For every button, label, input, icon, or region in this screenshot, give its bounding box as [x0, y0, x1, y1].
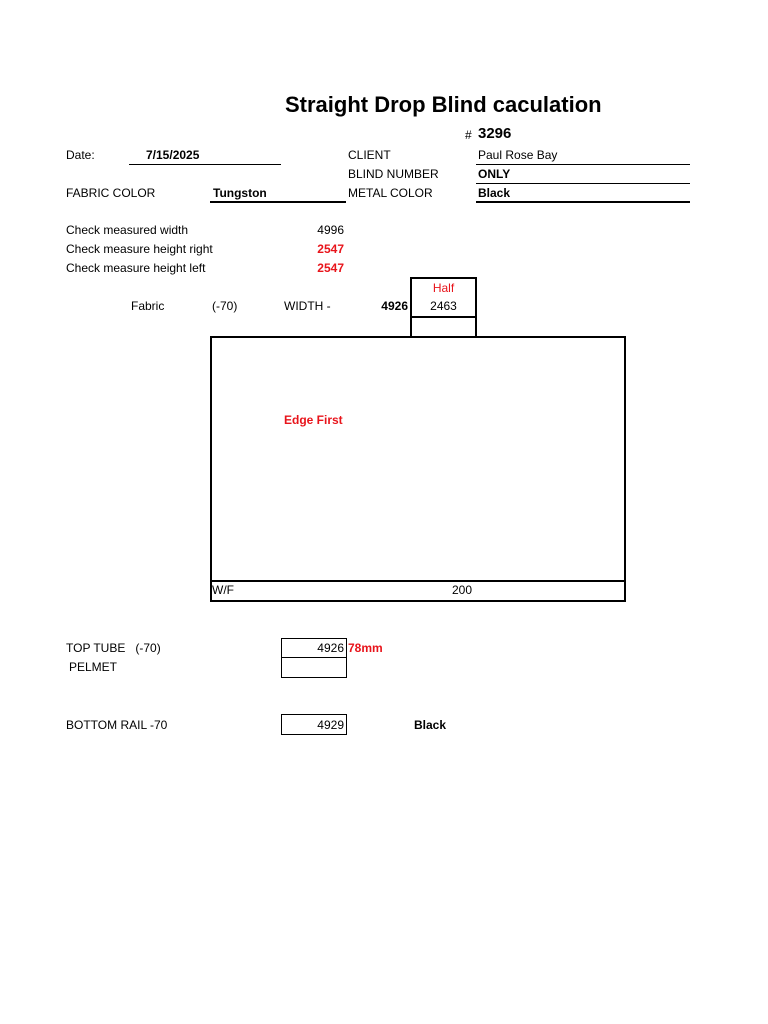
date-underline: [129, 164, 281, 165]
check-height-right-label: Check measure height right: [66, 242, 213, 256]
edge-first-note: Edge First: [284, 413, 343, 427]
date-value: 7/15/2025: [146, 148, 200, 162]
order-number: 3296: [478, 125, 512, 142]
check-width-value: 4996: [317, 223, 344, 237]
client-label: CLIENT: [348, 148, 391, 162]
blind-number-label: BLIND NUMBER: [348, 167, 439, 181]
page-title: Straight Drop Blind caculation: [285, 92, 602, 117]
wf-label: W/F: [212, 583, 234, 597]
fabric-color-underline: [210, 201, 346, 203]
check-height-left-label: Check measure height left: [66, 261, 206, 275]
metal-color-underline: [476, 201, 690, 203]
fabric-color-value: Tungston: [213, 186, 267, 200]
bottom-rail-label: BOTTOM RAIL -70: [66, 718, 168, 732]
wf-divider: [210, 580, 626, 582]
client-value: Paul Rose Bay: [478, 148, 558, 162]
metal-color-value: Black: [478, 186, 511, 200]
fabric-row-label: Fabric: [131, 299, 165, 313]
pelmet-label: PELMET: [69, 660, 118, 674]
fabric-width-label: WIDTH -: [284, 299, 331, 313]
wf-value: 200: [452, 583, 473, 597]
half-box-lower: [410, 316, 477, 338]
half-label: Half: [432, 281, 455, 295]
pelmet-box: [281, 657, 347, 678]
check-height-right-value: 2547: [317, 242, 344, 256]
fabric-color-label: FABRIC COLOR: [66, 186, 156, 200]
blind-diagram: [210, 336, 626, 602]
fabric-row-deduction: (-70): [212, 299, 238, 313]
fabric-width-value: 4926: [381, 299, 408, 313]
top-tube-label: TOP TUBE (-70): [66, 641, 161, 655]
date-label: Date:: [66, 148, 95, 162]
client-underline: [476, 164, 690, 165]
blind-number-value: ONLY: [478, 167, 511, 181]
top-tube-size: 78mm: [348, 641, 383, 655]
bottom-rail-color: Black: [414, 718, 447, 732]
blind-number-underline: [476, 183, 690, 184]
metal-color-label: METAL COLOR: [348, 186, 433, 200]
check-width-label: Check measured width: [66, 223, 189, 237]
check-height-left-value: 2547: [317, 261, 344, 275]
bottom-rail-value: 4929: [317, 718, 344, 732]
half-value: 2463: [430, 299, 457, 313]
top-tube-value: 4926: [317, 641, 344, 655]
order-hash: #: [465, 128, 472, 142]
